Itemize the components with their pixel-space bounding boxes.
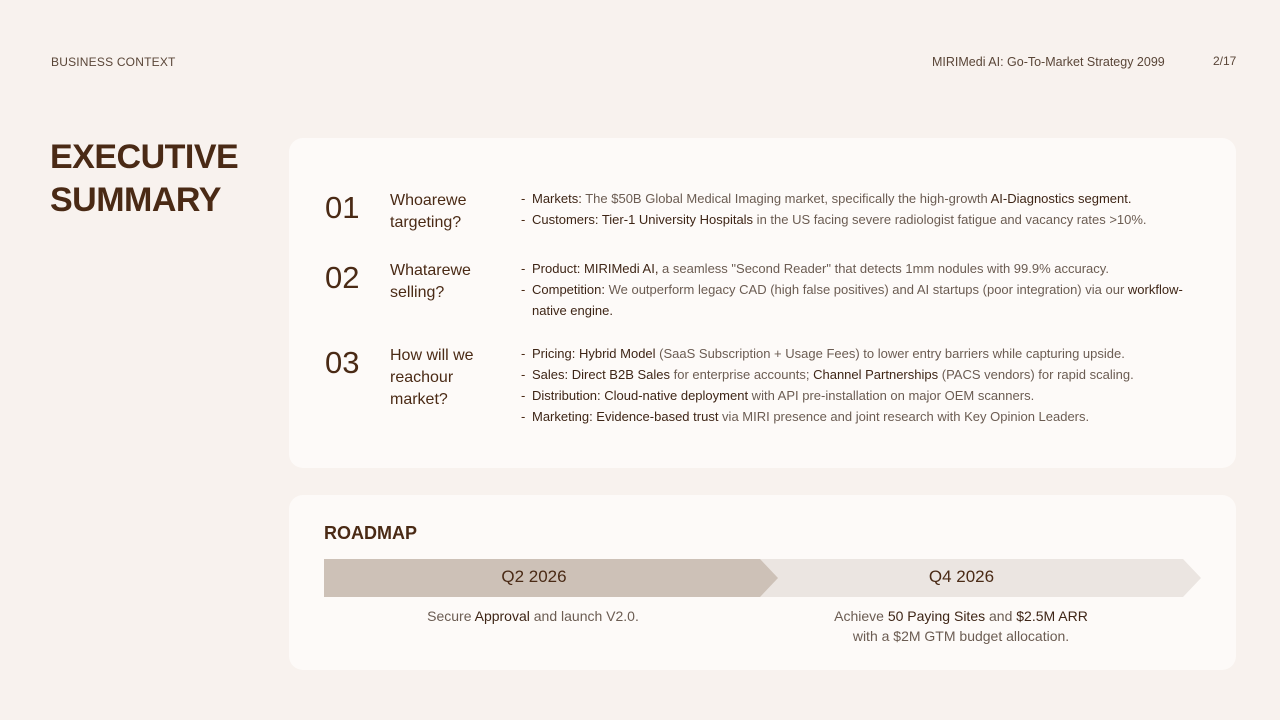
- milestone-text: Achieve: [834, 608, 888, 624]
- milestone-highlight: Approval: [474, 608, 530, 624]
- bullet-text: via MIRI presence and joint research with Key Opinion Leaders.: [718, 409, 1090, 424]
- row-question: [390, 190, 500, 234]
- row-number: 01: [325, 190, 360, 225]
- page-title-line1: EXECUTIVE: [50, 138, 239, 176]
- bullet-highlight: AI-Diagnostics segment.: [990, 191, 1132, 206]
- roadmap-title: ROADMAP: [324, 523, 417, 543]
- bullet-point: [521, 188, 1201, 209]
- roadmap-timeline: [324, 559, 1201, 597]
- deck-title: MIRIMedi AI: Go-To-Market Strategy 2099: [932, 55, 1165, 69]
- bullet-label: Marketing: Evidence-based trust: [532, 409, 719, 424]
- row-points: [521, 188, 1201, 230]
- milestone-q2: [324, 606, 742, 626]
- row-number: 02: [325, 260, 360, 295]
- row-number: 03: [325, 345, 360, 380]
- milestone-highlight: 50 Paying Sites: [887, 608, 986, 624]
- bullet-text: with API pre-installation on major OEM scanners.: [748, 388, 1035, 403]
- bullet-text: a seamless "Second Reader" that detects 1mm nodules with 99.9% accuracy.: [658, 261, 1109, 276]
- row-question-line: reachour: [390, 369, 454, 386]
- row-question-line: selling?: [390, 284, 445, 301]
- bullet-point: [521, 279, 1201, 321]
- row-question-line: Whatarewe: [390, 262, 471, 279]
- bullet-point: [521, 258, 1201, 279]
- bullet-text: We outperform legacy CAD (high false positives) and AI startups (poor integration) via our: [604, 282, 1128, 297]
- row-question: [390, 260, 500, 304]
- milestone-line: [751, 606, 1171, 626]
- row-points: [521, 343, 1201, 427]
- phase-label-q2: Q2 2026: [501, 567, 567, 586]
- phase-label-q4: Q4 2026: [928, 567, 995, 586]
- row-question: [390, 345, 500, 411]
- row-question-line: market?: [390, 391, 448, 408]
- bullet-text: in the US facing severe radiologist fatigue and vacancy rates >10%.: [753, 212, 1147, 227]
- bullet-label: Customers: Tier-1 University Hospitals: [532, 212, 754, 227]
- bullet-label: Competition:: [532, 282, 605, 297]
- roadmap-card: [289, 495, 1236, 670]
- bullet-label: Distribution: Cloud-native deployment: [532, 388, 749, 403]
- bullet-label: Product: MIRIMedi AI,: [532, 261, 659, 276]
- bullet-label: Sales: Direct B2B Sales: [532, 367, 671, 382]
- bullet-label: Pricing: Hybrid Model: [532, 346, 656, 361]
- bullet-highlight: workflow-native engine.: [532, 282, 1183, 318]
- page-title-line2: SUMMARY: [50, 181, 221, 219]
- page-number: 2/17: [1213, 54, 1237, 68]
- milestone-text: Secure: [427, 608, 475, 624]
- milestone-q4: [751, 606, 1171, 646]
- row-question-line: How will we: [390, 347, 474, 364]
- milestone-text: and: [985, 608, 1017, 624]
- bullet-highlight: Channel Partnerships: [813, 367, 939, 382]
- milestone-highlight: $2.5M ARR: [1016, 608, 1088, 624]
- bullet-label: Markets:: [532, 191, 582, 206]
- bullet-point: [521, 385, 1201, 406]
- bullet-text: (PACS vendors) for rapid scaling.: [938, 367, 1134, 382]
- section-label: BUSINESS CONTEXT: [51, 55, 176, 69]
- bullet-text: (SaaS Subscription + Usage Fees) to lower entry barriers while capturing upside.: [655, 346, 1125, 361]
- bullet-text: for enterprise accounts;: [670, 367, 814, 382]
- summary-card: [289, 138, 1236, 468]
- row-points: [521, 258, 1201, 321]
- bullet-point: [521, 209, 1201, 230]
- row-question-line: Whoarewe: [390, 192, 467, 209]
- bullet-point: [521, 343, 1201, 364]
- bullet-point: [521, 406, 1201, 427]
- bullet-text: The $50B Global Medical Imaging market, specifically the high-growth: [581, 191, 991, 206]
- bullet-point: [521, 364, 1201, 385]
- page-title: [50, 136, 270, 222]
- milestone-line: with a $2M GTM budget allocation.: [852, 628, 1070, 644]
- milestone-text: and launch V2.0.: [529, 608, 639, 624]
- row-question-line: targeting?: [390, 214, 462, 231]
